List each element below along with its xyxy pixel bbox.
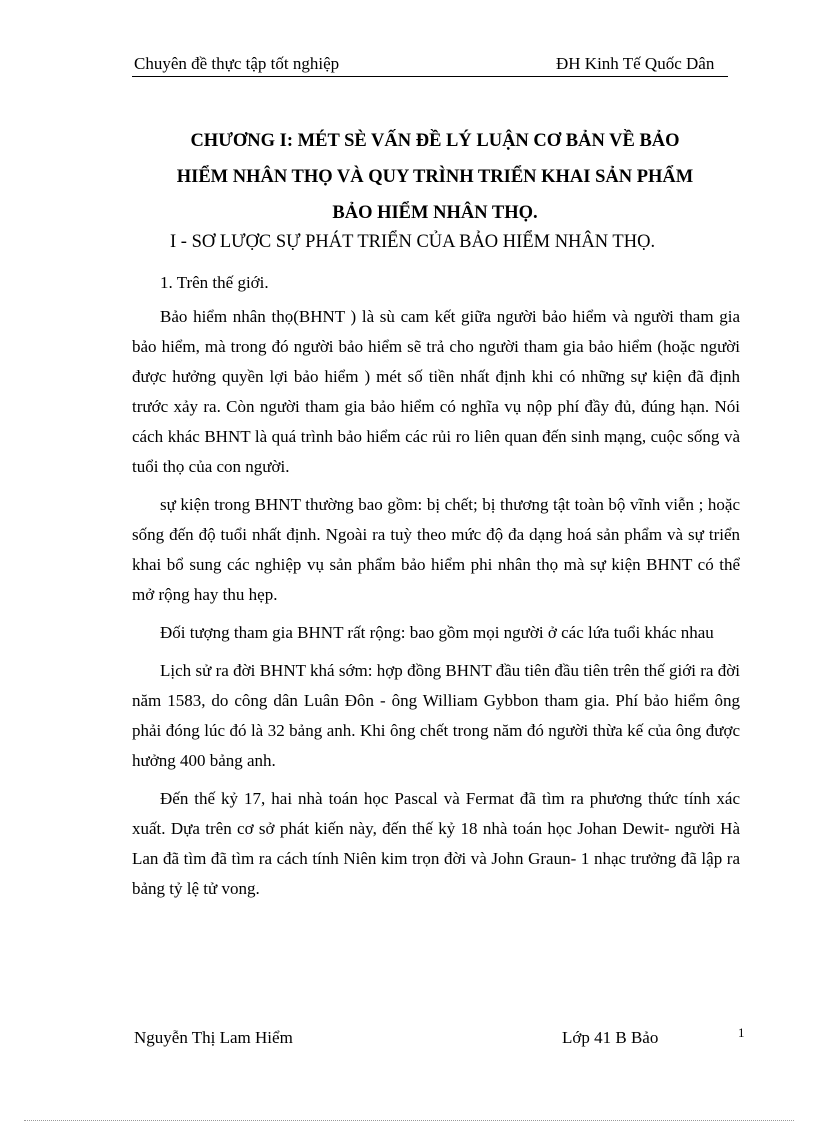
paragraph: sự kiện trong BHNT thường bao gồm: bị chết; bị thương tật toàn bộ vĩnh viễn ; hoặc sống đến độ tuổi nhất định. Ngoài ra tuỳ theo mức độ đa dạng hoá sản phẩm và sự triển khai bổ sung các nghiệp vụ sản phẩm bảo hiểm phi nhân thọ mà sự kiện BHNT có thể mở rộng hay thu hẹp. bbox=[132, 495, 740, 604]
chapter-title bbox=[120, 123, 750, 231]
header-right-text: ĐH Kinh Tế Quốc Dân bbox=[556, 54, 715, 73]
chapter-title-line-3: BẢO HIỂM NHÂN THỌ. bbox=[332, 203, 538, 223]
header-divider bbox=[132, 76, 728, 77]
subsection-title: 1. Trên thế giới. bbox=[160, 273, 269, 292]
page-number: 1 bbox=[738, 1025, 745, 1040]
page-bottom-dotted-line bbox=[24, 1120, 794, 1121]
paragraph: Đối tượng tham gia BHNT rất rộng: bao gồm mọi người ở các lứa tuổi khác nhau bbox=[160, 623, 714, 642]
paragraph: Đến thế kỷ 17, hai nhà toán học Pascal và Fermat đã tìm ra phương thức tính xác xuất. Dựa trên cơ sở phát kiến này, đến thế kỷ 18 nhà toán học Johan Dewit- người Hà Lan đã tìm đã tìm ra cách tính Niên kim trọn đời và John Graun- 1 nhạc trưởng đã lập ra bảng tỷ lệ tử vong. bbox=[132, 789, 740, 898]
footer-author: Nguyễn Thị Lam Hiểm bbox=[134, 1028, 293, 1047]
chapter-title-line-2: HIỂM NHÂN THỌ VÀ QUY TRÌNH TRIỂN KHAI SẢN PHẨM bbox=[176, 167, 694, 187]
chapter-title-line-1: CHƯƠNG I: MÉT SÈ VẤN ĐỀ LÝ LUẬN CƠ BẢN VỀ BẢO bbox=[190, 131, 680, 151]
section-title: I - SƠ LƯỢC SỰ PHÁT TRIỂN CỦA BẢO HIỂM NHÂN THỌ. bbox=[170, 232, 656, 252]
document-body bbox=[132, 268, 740, 912]
header-left-text: Chuyên đề thực tập tốt nghiệp bbox=[134, 54, 340, 73]
footer-class: Lớp 41 B Bảo bbox=[562, 1028, 659, 1047]
paragraph: Bảo hiểm nhân thọ(BHNT ) là sù cam kết giữa người bảo hiểm và người tham gia bảo hiểm, mà trong đó người bảo hiểm sẽ trả cho người tham gia bảo hiểm (hoặc người được hưởng quyền lợi bảo hiểm ) mét số tiền nhất định khi có những sự kiện đã định trước xảy ra. Còn người tham gia bảo hiểm có nghĩa vụ nộp phí đầy đủ, đúng hạn. Nói cách khác BHNT là quá trình bảo hiểm các rủi ro liên quan đến sinh mạng, cuộc sống và tuổi thọ của con người. bbox=[132, 307, 740, 476]
paragraph: Lịch sử ra đời BHNT khá sớm: hợp đồng BHNT đầu tiên đầu tiên trên thế giới ra đời năm 1583, do công dân Luân Đôn - ông William Gybbon tham gia. Phí bảo hiểm ông phải đóng lúc đó là 32 bảng anh. Khi ông chết trong năm đó người thừa kế của ông được hưởng 400 bảng anh. bbox=[132, 661, 740, 770]
